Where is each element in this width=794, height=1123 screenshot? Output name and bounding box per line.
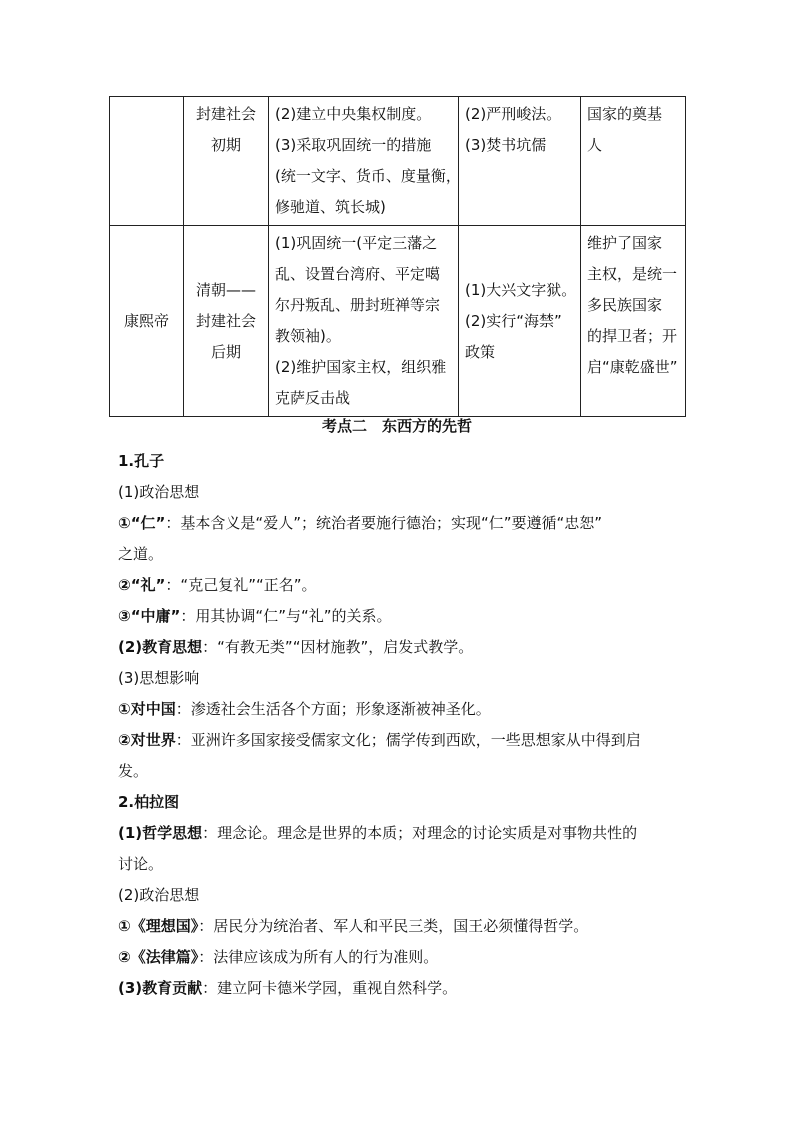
policy-cell: (2)严刑峻法。 (3)焚书坑儒	[459, 97, 581, 226]
measures-cell: (2)建立中央集权制度。 (3)采取巩固统一的措施 (统一文字、货币、度量衡， 修驰道、筑长城)	[269, 97, 459, 226]
paragraph: (3)教育贡献：建立阿卡德米学园，重视自然科学。	[118, 979, 458, 997]
figure-name-cell: 康熙帝	[110, 226, 184, 417]
section-title: 考点二 东西方的先哲	[321, 417, 472, 435]
subheading: (1)政治思想	[118, 483, 200, 501]
paragraph: ②对世界：亚洲许多国家接受儒家文化；儒学传到西欧，一些思想家从中得到启	[118, 731, 641, 749]
impact-cell: 国家的奠基 人	[581, 97, 686, 226]
paragraph: ①对中国：渗透社会生活各个方面；形象逐渐被神圣化。	[118, 700, 491, 718]
paragraph: (2)教育思想：“有教无类”“因材施教”，启发式教学。	[118, 638, 474, 656]
impact-cell: 维护了国家 主权，是统一 多民族国家 的捍卫者；开 启“康乾盛世”	[581, 226, 686, 417]
table-row	[110, 97, 686, 226]
paragraph: ①“仁”：基本含义是“爱人”；统治者要施行德治；实现“仁”要遵循“忠恕”	[118, 514, 603, 532]
paragraph-continuation: 之道。	[118, 545, 164, 563]
subheading: (2)政治思想	[118, 886, 200, 904]
notes-content	[118, 446, 684, 1004]
heading-plato: 2.柏拉图	[118, 793, 180, 811]
paragraph-continuation: 发。	[118, 762, 149, 780]
paragraph: ①《理想国》：居民分为统治者、军人和平民三类，国王必须懂得哲学。	[118, 917, 589, 935]
paragraph: ②《法律篇》：法律应该成为所有人的行为准则。	[118, 948, 439, 966]
era-cell: 封建社会 初期	[184, 97, 269, 226]
paragraph: ③“中庸”：用其协调“仁”与“礼”的关系。	[118, 607, 392, 625]
paragraph: (1)哲学思想：理念论。理念是世界的本质；对理念的讨论实质是对事物共性的	[118, 824, 638, 842]
measures-cell: (1)巩固统一(平定三藩之 乱、设置台湾府、平定噶 尔丹叛乱、册封班禅等宗 教领袖)。 (2)维护国家主权，组织雅 克萨反击战	[269, 226, 459, 417]
subheading: (3)思想影响	[118, 669, 200, 687]
policy-cell: (1)大兴文字狱。 (2)实行“海禁” 政策	[459, 226, 581, 417]
paragraph: ②“礼”：“克己复礼”“正名”。	[118, 576, 317, 594]
history-figures-table	[109, 96, 686, 417]
paragraph-continuation: 讨论。	[118, 855, 164, 873]
table-row	[110, 226, 686, 417]
figure-name-cell	[110, 97, 184, 226]
era-cell: 清朝—— 封建社会 后期	[184, 226, 269, 417]
heading-confucius: 1.孔子	[118, 452, 165, 470]
